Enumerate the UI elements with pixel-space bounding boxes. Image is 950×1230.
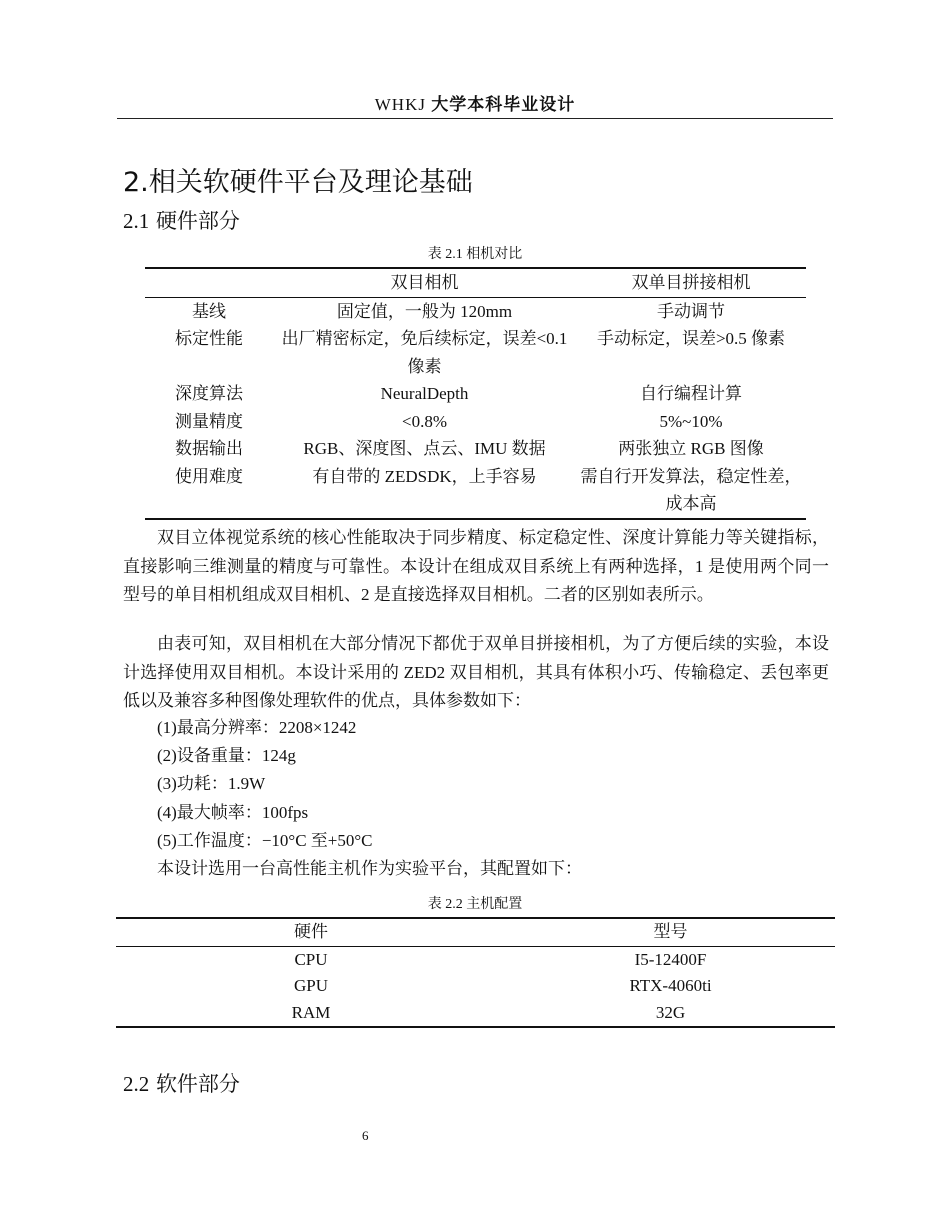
chapter-title: 2.相关软硬件平台及理论基础 [123, 167, 473, 198]
table-header-row [116, 918, 835, 946]
spec-item: (2)设备重量：124g [157, 746, 296, 765]
table-row [145, 463, 806, 519]
body-paragraph: 由表可知，双目相机在大部分情况下都优于双单目拼接相机，为了方便后续的实验，本设计选择使用双目相机。本设计采用的 ZED2 双目相机，其具有体积小巧、传输稳定、丢包率更低以及兼容多种图像处理软件的优点，具体参数如下： [123, 634, 829, 710]
table-row [145, 380, 806, 408]
table-cell: 手动标定，误差>0.5 像素 [596, 329, 786, 348]
table-row [116, 1000, 835, 1028]
table-cell: 固定值，一般为 120mm [336, 301, 513, 321]
section-title: 硬件部分 [155, 209, 240, 233]
table-cell: 32G [655, 1002, 686, 1022]
table-header-cell: 双目相机 [390, 273, 459, 292]
table-cell: 需自行开发算法，稳定性差，成本高 [580, 466, 802, 513]
table-cell: 手动调节 [657, 301, 725, 321]
header-latin: WHKJ [374, 95, 426, 114]
table-row [145, 435, 806, 463]
header-title: 大学本科毕业设计 [431, 95, 576, 115]
table1-caption: 表 2.1 相机对比 [427, 247, 523, 262]
body-line: 本设计选用一台高性能主机作为实验平台，其配置如下： [157, 859, 582, 878]
section-title: 软件部分 [155, 1072, 240, 1096]
table-cell: 有自带的 ZEDSDK，上手容易 [312, 466, 537, 486]
table-cell: 使用难度 [175, 466, 243, 486]
host-config-table [116, 917, 835, 1028]
spec-item: (4)最大帧率：100fps [157, 803, 309, 822]
table-row [145, 408, 806, 436]
section-number: 2.2 [123, 1072, 150, 1096]
table-row [145, 297, 806, 325]
table-cell: RGB、深度图、点云、IMU 数据 [303, 439, 546, 458]
table-header-row [145, 268, 806, 297]
table-header-cell: 双单目拼接相机 [631, 273, 751, 292]
table-cell: 出厂精密标定，免后续标定，误差<0.1 像素 [281, 329, 568, 376]
spec-item: (3)功耗：1.9W [157, 774, 266, 793]
section-number: 2.1 [123, 209, 150, 233]
table-cell: 深度算法 [175, 384, 243, 403]
table-cell: 标定性能 [175, 329, 243, 348]
page-number: 6 [362, 1128, 369, 1143]
spec-item: (5)工作温度：−10°C 至+50°C [157, 831, 373, 850]
table-header-cell: 硬件 [294, 922, 328, 941]
section-heading-software [123, 1068, 240, 1098]
table-header-cell: 型号 [653, 922, 688, 941]
page-header [117, 92, 833, 119]
table2-caption: 表 2.2 主机配置 [427, 897, 523, 912]
table-cell: CPU [294, 949, 328, 969]
table-cell: GPU [293, 976, 328, 995]
section-heading-hardware [123, 205, 240, 235]
table-cell: RTX-4060ti [629, 976, 712, 995]
table-cell: 数据输出 [175, 439, 243, 458]
table-row [116, 973, 835, 1000]
table-cell: 测量精度 [175, 411, 243, 431]
table-cell: NeuralDepth [380, 384, 469, 403]
table-cell: 两张独立 RGB 图像 [618, 439, 764, 458]
spec-item: (1)最高分辨率：2208×1242 [157, 718, 357, 737]
table-row [145, 325, 806, 380]
table-cell: I5-12400F [634, 949, 707, 969]
body-paragraph: 双目立体视觉系统的核心性能取决于同步精度、标定稳定性、深度计算能力等关键指标，直接影响三维测量的精度与可靠性。本设计在组成双目系统上有两种选择，1 是使用两个同一型号的单目相机组成双目相机、2 是直接选择双目相机。二者的区别如表所示。 [123, 528, 829, 604]
table-cell: <0.8% [402, 411, 447, 431]
camera-comparison-table [145, 267, 806, 520]
table-cell: RAM [291, 1002, 331, 1022]
table-row [116, 946, 835, 973]
table-cell: 基线 [192, 301, 226, 321]
table-cell: 自行编程计算 [640, 384, 742, 403]
table-cell: 5%~10% [659, 411, 723, 431]
table-header-cell [145, 268, 273, 297]
